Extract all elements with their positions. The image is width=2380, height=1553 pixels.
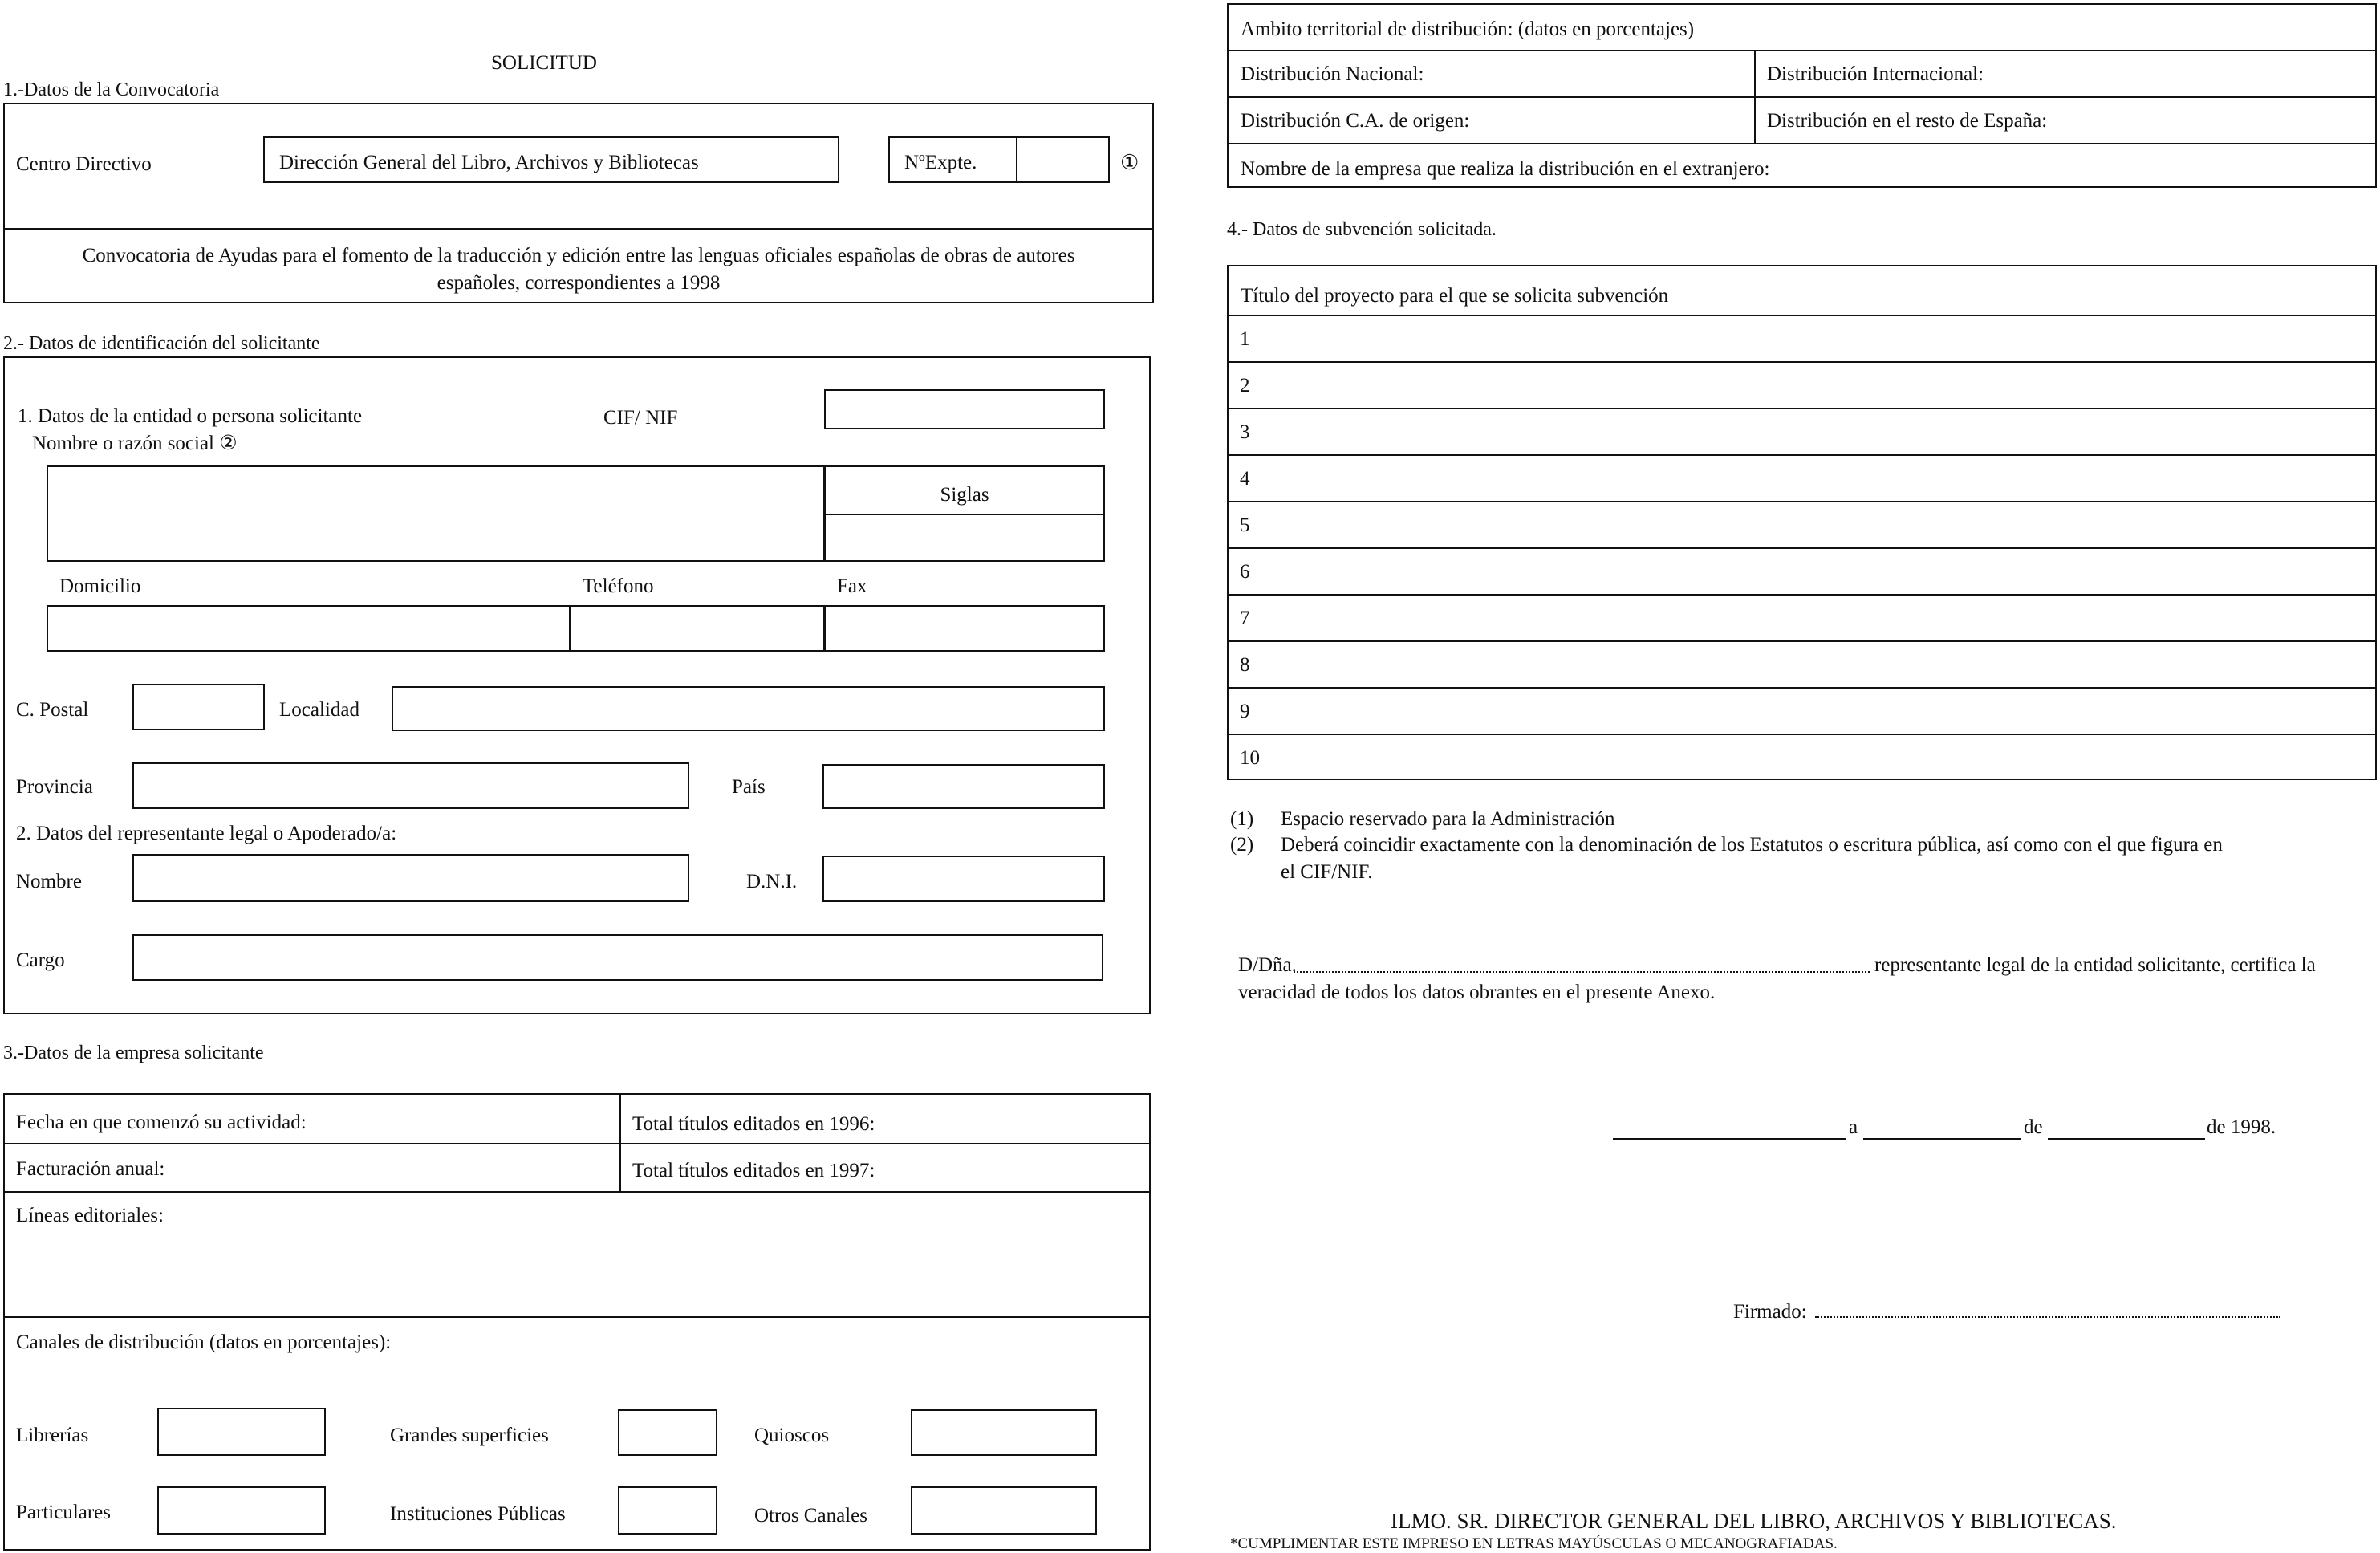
fecha-actividad-label: Fecha en que comenzó su actividad: [16, 1112, 307, 1133]
note2-text-line2: el CIF/NIF. [1281, 861, 1373, 883]
addressee: ILMO. SR. DIRECTOR GENERAL DEL LIBRO, ARCHIVOS Y BIBLIOTECAS. [1391, 1509, 2117, 1533]
subvencion-row-number: 10 [1240, 747, 1260, 769]
certification-prefix: D/Dña. [1238, 954, 1297, 976]
provincia-input[interactable] [132, 762, 689, 809]
distribucion-nacional-label: Distribución Nacional: [1241, 63, 1424, 85]
subvencion-row[interactable] [1227, 409, 2377, 454]
section4-heading: 4.- Datos de subvención solicitada. [1227, 219, 1497, 240]
razon-social-input[interactable] [47, 465, 825, 562]
distribucion-resto-label: Distribución en el resto de España: [1767, 110, 2048, 132]
centro-label: Centro Directivo [16, 153, 152, 175]
ambito-line3 [1227, 143, 2377, 144]
subvencion-row-number: 8 [1240, 654, 1250, 676]
dni-input[interactable] [822, 856, 1105, 902]
signature-label: Firmado: [1733, 1301, 1807, 1323]
expte-field[interactable] [888, 136, 1110, 183]
localidad-input[interactable] [392, 686, 1105, 731]
total-1997-label: Total títulos editados en 1997: [632, 1160, 875, 1181]
empresa-extranjero-label: Nombre de la empresa que realiza la distribución en el extranjero: [1241, 158, 1770, 180]
ambito-heading: Ambito territorial de distribución: (datos en porcentajes) [1241, 18, 1695, 40]
subvencion-row-number: 6 [1240, 561, 1250, 583]
subvencion-row-number: 3 [1240, 421, 1250, 443]
distribucion-ca-label: Distribución C.A. de origen: [1241, 110, 1470, 132]
otros-canales-input[interactable] [911, 1486, 1097, 1535]
total-1996-label: Total títulos editados en 1996: [632, 1113, 875, 1135]
convocatoria-line1: Convocatoria de Ayudas para el fomento de la traducción y edición entre las lenguas oficiales españolas de obras de autores [82, 245, 1075, 266]
otros-canales-label: Otros Canales [754, 1505, 867, 1527]
date-de1: de [2024, 1116, 2043, 1138]
section3-row2-line [3, 1191, 1151, 1193]
note2-number: (2) [1230, 834, 1254, 856]
subvencion-row[interactable] [1227, 316, 2377, 361]
section2-heading: 2.- Datos de identificación del solicitante [3, 333, 320, 354]
date-month-line[interactable] [2048, 1138, 2205, 1140]
section3-frame [3, 1093, 1151, 1551]
subvencion-row[interactable] [1227, 549, 2377, 594]
expte-note-mark: ① [1120, 151, 1139, 174]
lineas-editoriales-label: Líneas editoriales: [16, 1205, 164, 1226]
canales-label: Canales de distribución (datos en porcentajes): [16, 1331, 392, 1353]
form-title: SOLICITUD [491, 52, 597, 74]
expte-label: NºExpte. [904, 152, 977, 173]
provincia-label: Provincia [16, 776, 93, 798]
librerias-label: Librerías [16, 1425, 89, 1446]
cpostal-input[interactable] [132, 684, 265, 730]
cif-label: CIF/ NIF [603, 407, 678, 429]
domicilio-input[interactable] [47, 605, 571, 652]
quioscos-input[interactable] [911, 1409, 1097, 1456]
convocatoria-line2: españoles, correspondientes a 1998 [437, 272, 721, 294]
fax-label: Fax [837, 575, 867, 597]
ambito-line2 [1227, 96, 2377, 98]
nombre-razon-label: Nombre o razón social ② [32, 433, 238, 454]
subvencion-row[interactable] [1227, 642, 2377, 687]
footer-instruction: *CUMPLIMENTAR ESTE IMPRESO EN LETRAS MAYÚSCULAS O MECANOGRAFIADAS. [1230, 1535, 1838, 1552]
quioscos-label: Quioscos [754, 1425, 830, 1446]
certification-line2: veracidad de todos los datos obrantes en el presente Anexo. [1238, 982, 1716, 1003]
date-day-line[interactable] [1863, 1138, 2021, 1140]
grandes-superficies-input[interactable] [618, 1409, 717, 1456]
date-de2: de 1998. [2207, 1116, 2276, 1138]
siglas-box[interactable] [824, 465, 1105, 562]
representante-subheading: 2. Datos del representante legal o Apoderado/a: [16, 823, 397, 844]
subvencion-row[interactable] [1227, 689, 2377, 734]
section3-row3-line [3, 1316, 1151, 1318]
section3-row1-line [3, 1143, 1151, 1144]
date-place-line[interactable] [1613, 1138, 1846, 1140]
subvencion-row-number: 2 [1240, 375, 1250, 396]
subvencion-row-number: 9 [1240, 701, 1250, 722]
subvencion-row-number: 4 [1240, 468, 1250, 490]
facturacion-label: Facturación anual: [16, 1158, 165, 1180]
distribucion-internacional-label: Distribución Internacional: [1767, 63, 1984, 85]
grandes-superficies-label: Grandes superficies [390, 1425, 549, 1446]
telefono-input[interactable] [569, 605, 826, 652]
note1-text: Espacio reservado para la Administración [1281, 808, 1615, 830]
cargo-label: Cargo [16, 949, 65, 971]
subvencion-row[interactable] [1227, 502, 2377, 547]
fax-input[interactable] [823, 605, 1105, 652]
cargo-input[interactable] [132, 934, 1103, 981]
section3-heading: 3.-Datos de la empresa solicitante [3, 1043, 264, 1063]
entidad-subheading: 1. Datos de la entidad o persona solicitante [18, 405, 363, 427]
note2-text-line1: Deberá coincidir exactamente con la denominación de los Estatutos o escritura pública, así como con el que figura en [1281, 834, 2223, 856]
date-a: a [1849, 1116, 1858, 1138]
subvencion-table-header: Título del proyecto para el que se solicita subvención [1241, 285, 1669, 307]
centro-field[interactable] [263, 136, 839, 183]
nombre-rep-input[interactable] [132, 854, 689, 902]
subvencion-row[interactable] [1227, 456, 2377, 501]
certification-suffix: representante legal de la entidad solicitante, certifica la [1874, 954, 2316, 976]
subvencion-row[interactable] [1227, 735, 2377, 780]
note1-number: (1) [1230, 808, 1254, 830]
subvencion-row-number: 7 [1240, 608, 1250, 629]
subvencion-row-number: 5 [1240, 514, 1250, 536]
particulares-label: Particulares [16, 1502, 112, 1523]
subvencion-row[interactable] [1227, 596, 2377, 640]
cif-input[interactable] [824, 389, 1105, 429]
particulares-input[interactable] [157, 1486, 326, 1535]
instituciones-label: Instituciones Públicas [390, 1503, 566, 1525]
expte-divider [1016, 138, 1017, 181]
ambito-line1 [1227, 50, 2377, 51]
siglas-label: Siglas [940, 484, 989, 506]
subvencion-row[interactable] [1227, 363, 2377, 408]
instituciones-input[interactable] [618, 1486, 717, 1535]
certification-name-line[interactable] [1294, 971, 1870, 973]
dni-label: D.N.I. [746, 871, 798, 892]
localidad-label: Localidad [279, 699, 359, 721]
subvencion-row-number: 1 [1240, 328, 1250, 350]
section1-heading: 1.-Datos de la Convocatoria [3, 79, 220, 100]
domicilio-label: Domicilio [59, 575, 141, 597]
section3-col-divider [619, 1093, 621, 1193]
cpostal-label: C. Postal [16, 699, 89, 721]
librerias-input[interactable] [157, 1408, 326, 1456]
section1-divider [3, 228, 1154, 230]
ambito-col-divider [1754, 50, 1756, 144]
pais-input[interactable] [822, 764, 1105, 809]
nombre-rep-label: Nombre [16, 871, 82, 892]
pais-label: País [732, 776, 766, 798]
centro-value: Dirección General del Libro, Archivos y Bibliotecas [279, 152, 699, 173]
telefono-label: Teléfono [583, 575, 654, 597]
signature-line[interactable] [1815, 1316, 2280, 1318]
siglas-divider [826, 514, 1103, 515]
